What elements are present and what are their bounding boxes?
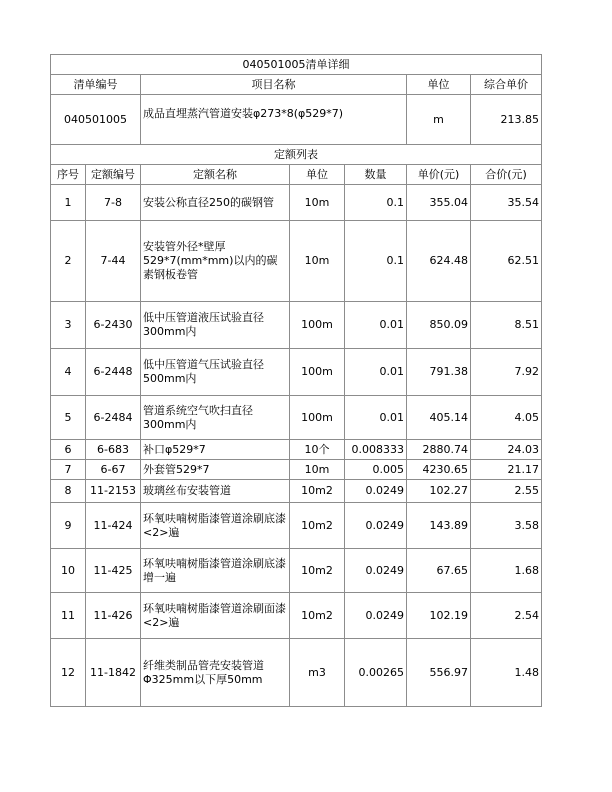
header-bill-unit: 单位: [407, 75, 471, 95]
table-row: [51, 639, 542, 707]
cell-no: 2: [51, 221, 86, 302]
table-title: 040501005清单详细: [51, 55, 542, 75]
cell-quantity: 0.01: [345, 302, 407, 349]
cell-quota-code: 7-44: [86, 221, 141, 302]
header-unit-price: 综合单价: [471, 75, 542, 95]
cell-total: 35.54: [471, 185, 542, 221]
header-quota-code: 定额编号: [86, 165, 141, 185]
cell-price: 67.65: [407, 549, 471, 593]
cell-quantity: 0.0249: [345, 503, 407, 549]
cell-quota-name: 低中压管道气压试验直径500mm内: [141, 349, 290, 396]
header-item-name: 项目名称: [141, 75, 407, 95]
cell-quota-name: 环氧呋喃树脂漆管道涂刷面漆<2>遍: [141, 593, 290, 639]
header-total: 合价(元): [471, 165, 542, 185]
cell-total: 2.54: [471, 593, 542, 639]
cell-price: 4230.65: [407, 460, 471, 480]
cell-no: 5: [51, 396, 86, 440]
cell-price: 791.38: [407, 349, 471, 396]
cell-total: 2.55: [471, 480, 542, 503]
cell-total: 4.05: [471, 396, 542, 440]
cell-quota-name: 纤维类制品管壳安装管道Φ325mm以下厚50mm: [141, 639, 290, 707]
cell-quota-name: 安装公称直径250的碳钢管: [141, 185, 290, 221]
cell-price: 850.09: [407, 302, 471, 349]
cell-quantity: 0.1: [345, 185, 407, 221]
cell-no: 11: [51, 593, 86, 639]
cell-quota-code: 6-683: [86, 440, 141, 460]
table-row: [51, 440, 542, 460]
cell-price: 102.27: [407, 480, 471, 503]
cell-total: 24.03: [471, 440, 542, 460]
cell-quantity: 0.008333: [345, 440, 407, 460]
cell-price: 143.89: [407, 503, 471, 549]
cell-unit: 10m2: [290, 593, 345, 639]
cell-quota-code: 6-2430: [86, 302, 141, 349]
bill-detail-table: [50, 54, 542, 707]
cell-no: 7: [51, 460, 86, 480]
table-row: [51, 349, 542, 396]
cell-quantity: 0.0249: [345, 480, 407, 503]
cell-quota-name: 环氧呋喃树脂漆管道涂刷底漆增一遍: [141, 549, 290, 593]
cell-no: 3: [51, 302, 86, 349]
header-no: 序号: [51, 165, 86, 185]
cell-unit: m3: [290, 639, 345, 707]
cell-no: 10: [51, 549, 86, 593]
cell-quota-name: 玻璃丝布安装管道: [141, 480, 290, 503]
cell-quota-code: 11-425: [86, 549, 141, 593]
quota-section-title: 定额列表: [51, 145, 542, 165]
cell-quota-code: 11-1842: [86, 639, 141, 707]
table-row: [51, 185, 542, 221]
table-row: [51, 221, 542, 302]
table-row: [51, 480, 542, 503]
cell-total: 3.58: [471, 503, 542, 549]
table-row: [51, 302, 542, 349]
table-row: [51, 503, 542, 549]
cell-no: 6: [51, 440, 86, 460]
cell-unit: 10m: [290, 185, 345, 221]
cell-quantity: 0.0249: [345, 549, 407, 593]
cell-quota-code: 6-67: [86, 460, 141, 480]
cell-no: 1: [51, 185, 86, 221]
table-row: [51, 593, 542, 639]
cell-quota-code: 6-2448: [86, 349, 141, 396]
cell-unit: 10m: [290, 460, 345, 480]
cell-quota-name: 低中压管道液压试验直径300mm内: [141, 302, 290, 349]
cell-quota-name: 环氧呋喃树脂漆管道涂刷底漆<2>遍: [141, 503, 290, 549]
bill-item-name: 成品直埋蒸汽管道安装φ273*8(φ529*7): [141, 95, 407, 145]
cell-price: 556.97: [407, 639, 471, 707]
cell-quota-name: 安装管外径*壁厚529*7(mm*mm)以内的碳素钢板卷管: [141, 221, 290, 302]
cell-total: 1.48: [471, 639, 542, 707]
header-quota-name: 定额名称: [141, 165, 290, 185]
table-row: [51, 396, 542, 440]
table-row: [51, 460, 542, 480]
cell-total: 62.51: [471, 221, 542, 302]
cell-price: 405.14: [407, 396, 471, 440]
cell-quota-code: 11-426: [86, 593, 141, 639]
cell-unit: 10m: [290, 221, 345, 302]
cell-quantity: 0.01: [345, 396, 407, 440]
bill-unit-price: 213.85: [471, 95, 542, 145]
cell-quota-code: 7-8: [86, 185, 141, 221]
bill-code: 040501005: [51, 95, 141, 145]
cell-quantity: 0.0249: [345, 593, 407, 639]
cell-quota-code: 6-2484: [86, 396, 141, 440]
cell-no: 12: [51, 639, 86, 707]
cell-no: 8: [51, 480, 86, 503]
cell-unit: 100m: [290, 302, 345, 349]
cell-quota-name: 管道系统空气吹扫直径300mm内: [141, 396, 290, 440]
header-unit: 单位: [290, 165, 345, 185]
quota-rows: [51, 185, 542, 707]
bill-unit: m: [407, 95, 471, 145]
cell-total: 7.92: [471, 349, 542, 396]
table-row: [51, 549, 542, 593]
cell-price: 102.19: [407, 593, 471, 639]
cell-unit: 10m2: [290, 480, 345, 503]
cell-unit: 100m: [290, 349, 345, 396]
cell-quantity: 0.00265: [345, 639, 407, 707]
cell-unit: 10m2: [290, 549, 345, 593]
cell-price: 624.48: [407, 221, 471, 302]
cell-price: 355.04: [407, 185, 471, 221]
cell-unit: 100m: [290, 396, 345, 440]
cell-no: 4: [51, 349, 86, 396]
cell-unit: 10m2: [290, 503, 345, 549]
cell-total: 21.17: [471, 460, 542, 480]
cell-quota-name: 补口φ529*7: [141, 440, 290, 460]
cell-quantity: 0.005: [345, 460, 407, 480]
header-quantity: 数量: [345, 165, 407, 185]
header-bill-code: 清单编号: [51, 75, 141, 95]
cell-quantity: 0.1: [345, 221, 407, 302]
cell-quota-code: 11-424: [86, 503, 141, 549]
cell-unit: 10个: [290, 440, 345, 460]
cell-quota-code: 11-2153: [86, 480, 141, 503]
cell-total: 8.51: [471, 302, 542, 349]
header-price: 单价(元): [407, 165, 471, 185]
cell-quantity: 0.01: [345, 349, 407, 396]
cell-quota-name: 外套管529*7: [141, 460, 290, 480]
cell-total: 1.68: [471, 549, 542, 593]
cell-no: 9: [51, 503, 86, 549]
cell-price: 2880.74: [407, 440, 471, 460]
